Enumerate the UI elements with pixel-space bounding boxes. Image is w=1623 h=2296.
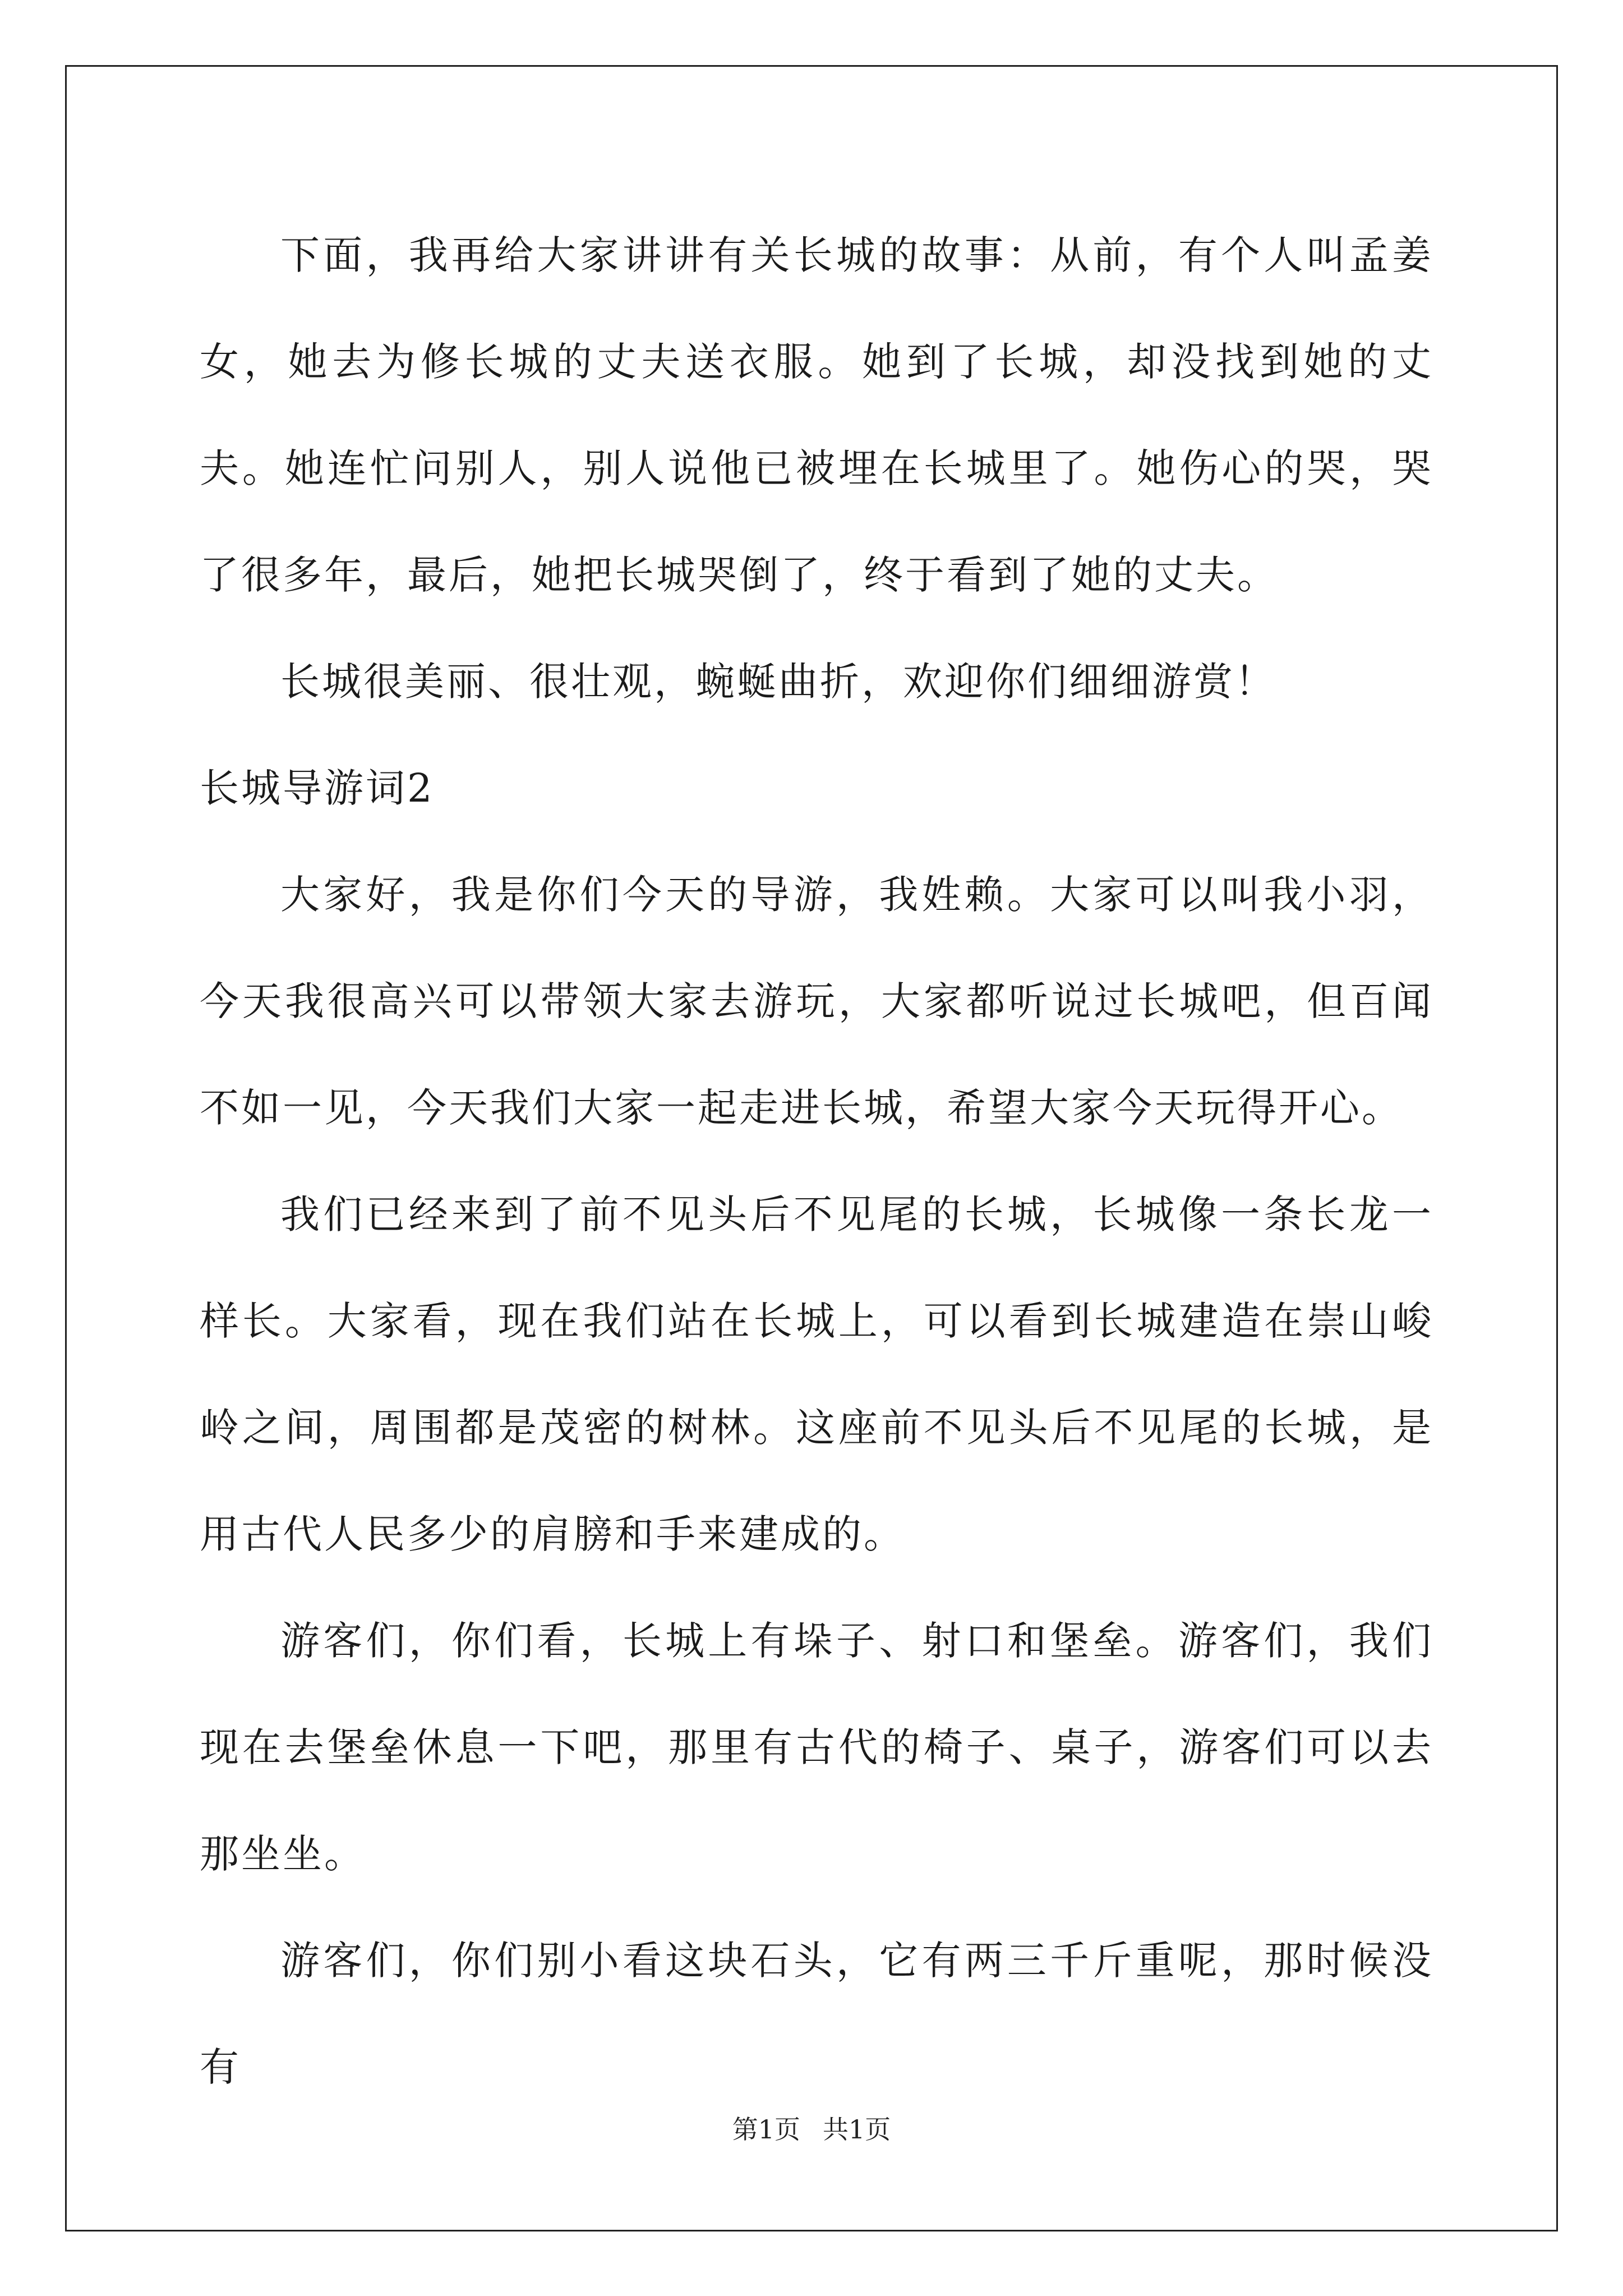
paragraph-fortress: 游客们，你们看，长城上有垛子、射口和堡垒。游客们，我们现在去堡垒休息一下吧，那里有古代的椅子、桌子，游客们可以去那坐坐。 (200, 1618, 1433, 1877)
document-body (200, 202, 1433, 2120)
paragraph-stone: 游客们，你们别小看这块石头，它有两三千斤重呢，那时候没有 (200, 1938, 1433, 2090)
page-total: 共1页 (823, 2114, 891, 2145)
paragraph-great-wall: 我们已经来到了前不见头后不见尾的长城，长城像一条长龙一样长。大家看，现在我们站在长城上，可以看到长城建造在崇山峻岭之间，周围都是茂密的树林。这座前不见头后不见尾的长城，是用古代人民多少的肩膀和手来建成的。 (200, 1191, 1433, 1557)
paragraph-welcome: 长城很美丽、很壮观，蜿蜒曲折，欢迎你们细细游赏！ (280, 659, 1276, 705)
section-title: 长城导游词2 (200, 765, 435, 811)
paragraph-intro: 大家好，我是你们今天的导游，我姓赖。大家可以叫我小羽，今天我很高兴可以带领大家去游玩，大家都听说过长城吧，但百闻不如一见，今天我们大家一起走进长城，希望大家今天玩得开心。 (200, 872, 1433, 1131)
page-number: 第1页 (732, 2114, 800, 2145)
page-footer (0, 2109, 1623, 2146)
paragraph-story: 下面，我再给大家讲讲有关长城的故事：从前，有个人叫孟姜女，她去为修长城的丈夫送衣服。她到了长城，却没找到她的丈夫。她连忙问别人，别人说他已被埋在长城里了。她伤心的哭，哭了很多年，最后，她把长城哭倒了，终于看到了她的丈夫。 (200, 232, 1433, 598)
